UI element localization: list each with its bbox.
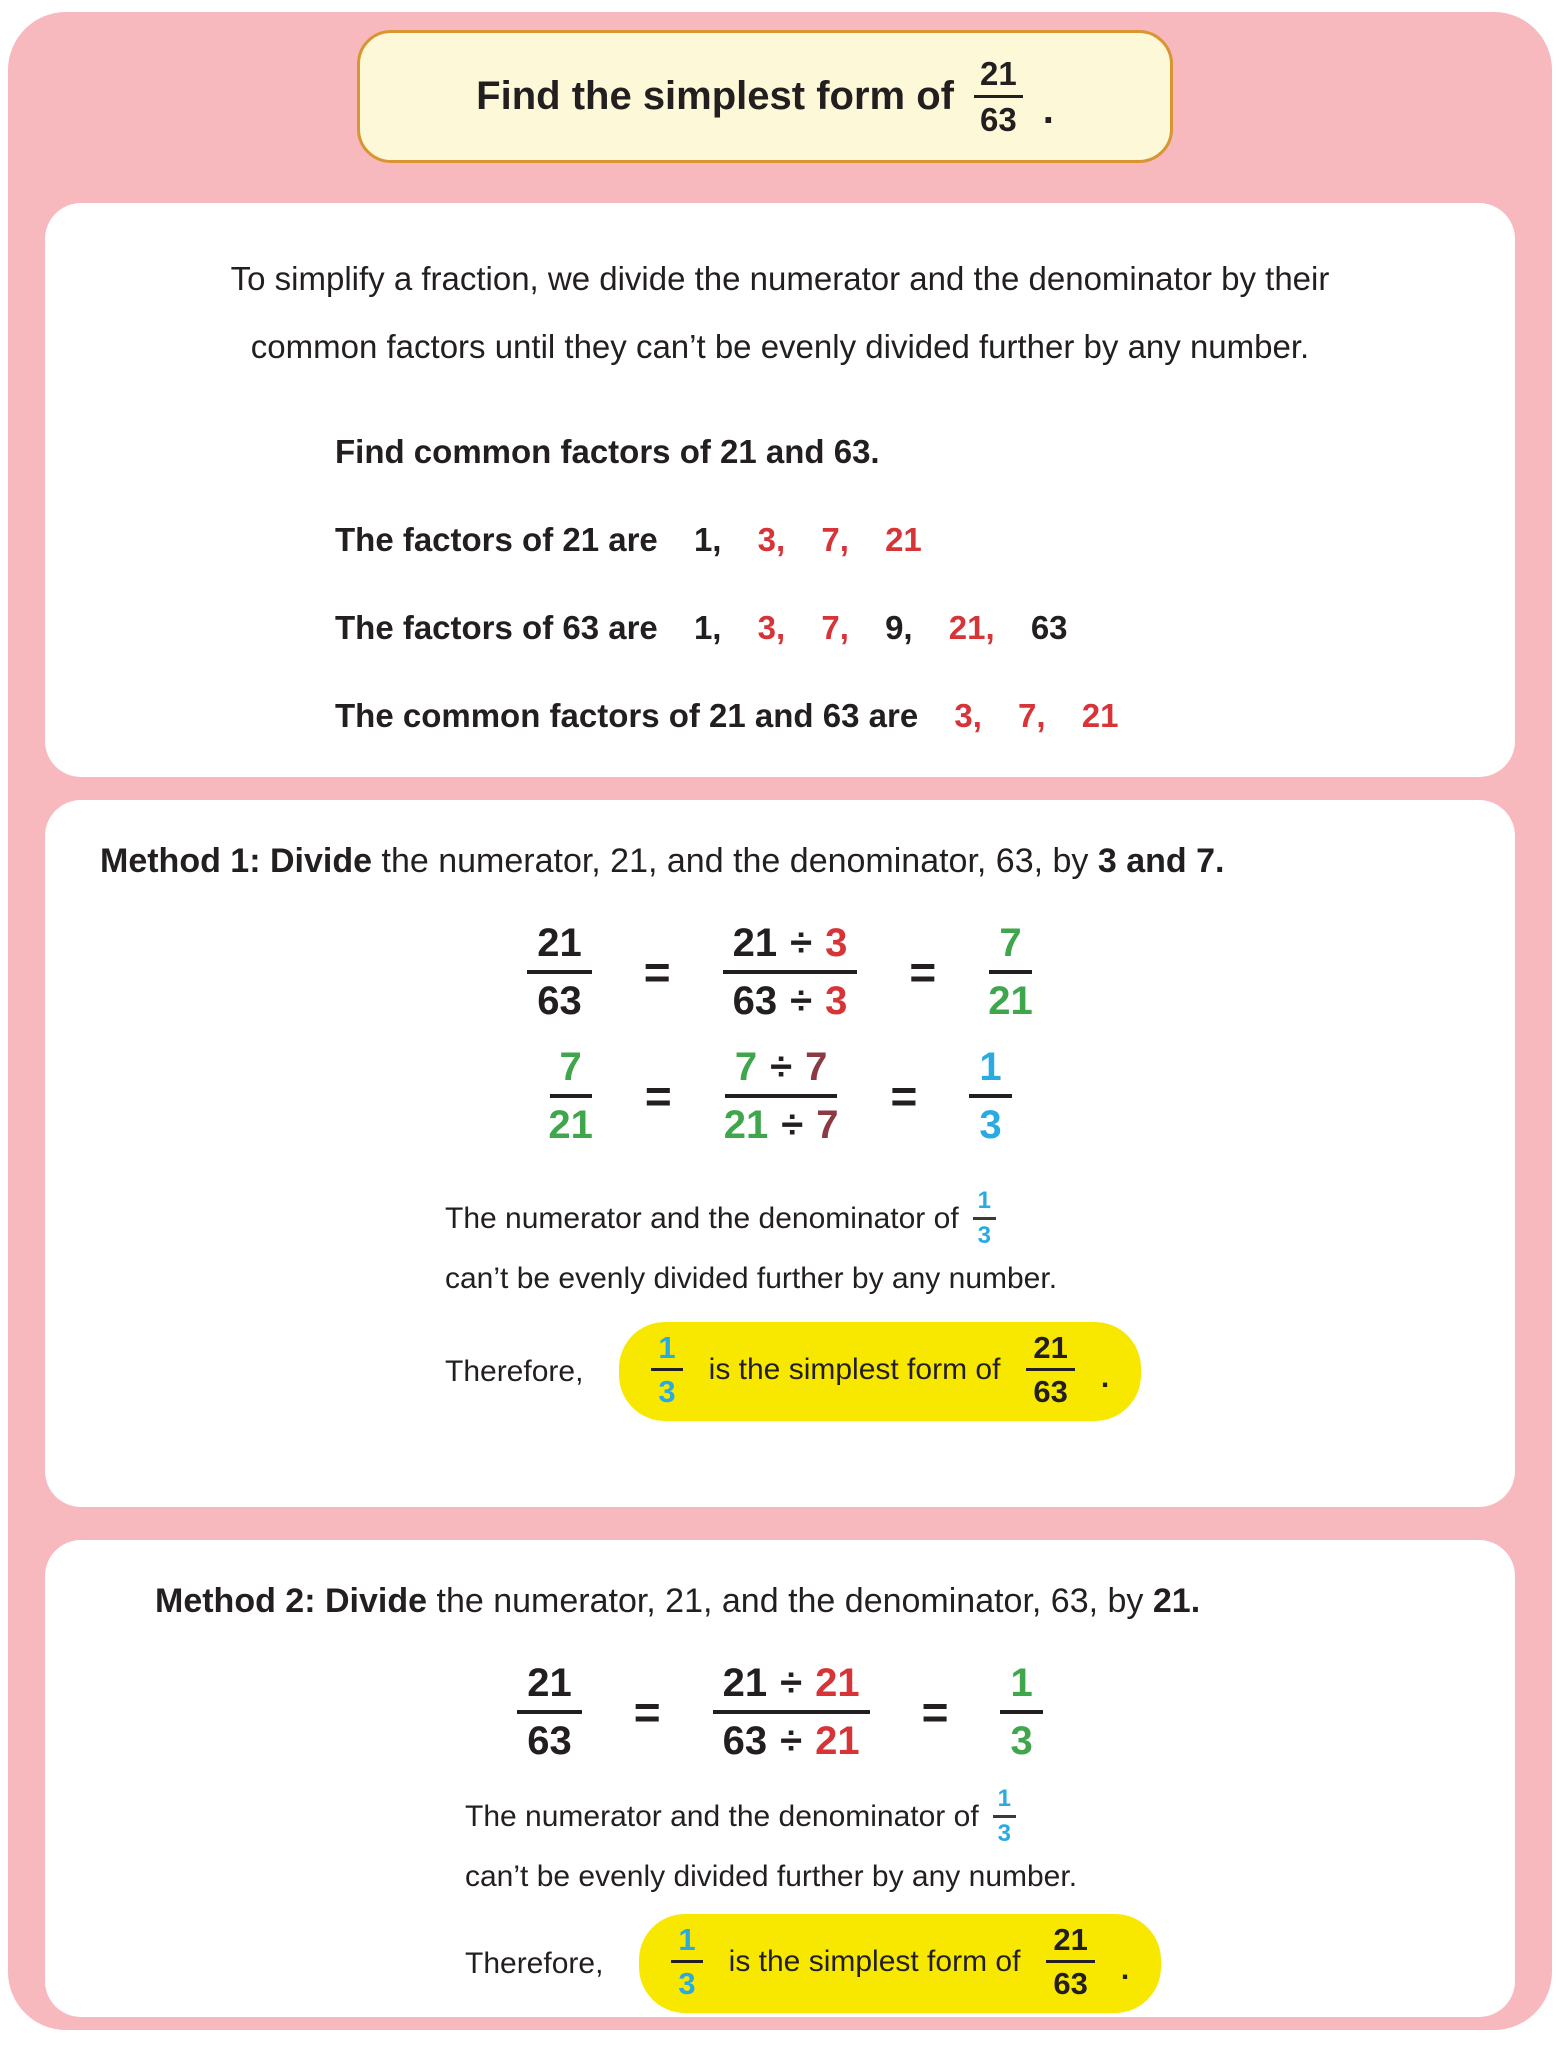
period: . xyxy=(1042,88,1054,132)
method1-note xyxy=(445,1189,1515,1296)
equals-sign: = xyxy=(633,1686,661,1738)
find-common-factors-line: Find common factors of 21 and 63. xyxy=(335,433,880,470)
answer-text: is the simplest form of xyxy=(708,1352,1001,1386)
method2-conclusion xyxy=(465,1914,1515,2013)
method2-heading-text: the numerator, 21, and the denominator, 63, by xyxy=(436,1582,1144,1620)
divide-sign: ÷ xyxy=(781,1103,804,1147)
note-line-2: can’t be evenly divided further by any number. xyxy=(445,1262,1058,1295)
factor-value: 7, xyxy=(1018,697,1046,734)
factors-21-label: The factors of 21 are xyxy=(335,521,658,558)
pink-background xyxy=(8,12,1552,2030)
fraction-divided-by-3: 21 ÷ 3 63 ÷ 3 xyxy=(723,923,858,1021)
factor-value: 1, xyxy=(693,609,722,646)
method1-equation-row2 xyxy=(45,1047,1515,1145)
method1-divisors: 3 and 7. xyxy=(1097,842,1225,880)
fraction-1-3: $\frac{1}{3}$ xyxy=(1000,1663,1042,1761)
method1-heading xyxy=(100,842,1515,881)
therefore-label: Therefore, xyxy=(445,1354,584,1388)
fraction-1-3: $\frac{1}{3}$ xyxy=(993,1787,1016,1846)
method2-verb: Divide xyxy=(325,1582,428,1620)
divide-sign: ÷ xyxy=(790,979,813,1023)
note-line-2: can’t be evenly divided further by any number. xyxy=(465,1860,1078,1893)
method2-divisor: 21. xyxy=(1152,1582,1201,1620)
factor-value: 3, xyxy=(757,521,786,558)
fraction-7-21: $\frac{7}{21}$ xyxy=(548,1045,593,1147)
fraction-1-3: $\frac{1}{3}$ xyxy=(651,1332,682,1407)
intro-line-2: common factors until they can’t be evenly divided further by any number. xyxy=(250,328,1310,365)
method1-label: Method 1: xyxy=(100,842,261,880)
equals-sign: = xyxy=(909,946,937,998)
intro-card xyxy=(45,203,1515,777)
period: . xyxy=(1120,1952,1130,1986)
method1-verb: Divide xyxy=(270,842,373,880)
divisor: 21 xyxy=(815,1719,860,1763)
divisor: 7 xyxy=(816,1103,839,1147)
fraction-21-63: $\frac{21}{63}$ xyxy=(1026,1332,1074,1407)
factors-of-21-line xyxy=(335,521,1515,559)
fraction-divided-by-21: 21 ÷ 21 63 ÷ 21 xyxy=(713,1663,870,1761)
fraction-1-3: $\frac{1}{3}$ xyxy=(973,1189,996,1248)
method2-heading xyxy=(155,1582,1515,1621)
divisor: 3 xyxy=(825,979,848,1023)
fraction-1-3: $\frac{1}{3}$ xyxy=(969,1047,1011,1145)
factors-block xyxy=(335,433,1515,735)
divisor: 7 xyxy=(805,1045,828,1089)
answer-text: is the simplest form of xyxy=(728,1944,1021,1978)
divisor: 3 xyxy=(825,921,848,965)
factor-value: 7, xyxy=(821,521,849,558)
factor-value: 21 xyxy=(1081,697,1119,734)
factor-value: 21 xyxy=(885,521,922,558)
method2-label: Method 2: xyxy=(155,1582,316,1620)
problem-text: Find the simplest form of xyxy=(476,74,954,118)
factor-value: 3, xyxy=(757,609,786,646)
method1-equation-row1 xyxy=(45,923,1515,1021)
fraction-21-63 xyxy=(974,57,1023,136)
factor-value: 21, xyxy=(948,609,995,646)
method2-card xyxy=(45,1540,1515,2017)
fraction-1-3: $\frac{1}{3}$ xyxy=(671,1924,702,1999)
answer-highlight xyxy=(639,1914,1161,2013)
method1-card xyxy=(45,800,1515,1507)
problem-statement-card xyxy=(357,30,1173,163)
divide-sign: ÷ xyxy=(790,921,813,965)
answer-highlight xyxy=(619,1322,1141,1421)
common-factors-label: The common factors of 21 and 63 are xyxy=(335,697,919,734)
method2-equation-row xyxy=(45,1663,1515,1761)
factor-value: 9, xyxy=(885,609,913,646)
equals-sign: = xyxy=(643,946,671,998)
note-line-1: The numerator and the denominator of $\frac{1}{3}$ xyxy=(465,1787,1515,1846)
factor-value: 3, xyxy=(954,697,982,734)
equals-sign: = xyxy=(921,1686,949,1738)
method2-note xyxy=(465,1787,1515,1894)
method1-heading-text: the numerator, 21, and the denominator, 63, by xyxy=(381,842,1089,880)
factor-value: 1, xyxy=(693,521,722,558)
divide-sign: ÷ xyxy=(770,1045,793,1089)
equals-sign: = xyxy=(644,1070,672,1122)
period: . xyxy=(1100,1360,1110,1394)
divisor: 21 xyxy=(815,1661,860,1705)
factors-of-63-line xyxy=(335,609,1515,647)
divide-sign: ÷ xyxy=(780,1661,803,1705)
equals-sign: = xyxy=(890,1070,918,1122)
fraction-denominator: 63 xyxy=(979,101,1017,138)
fraction-numerator: 21 xyxy=(974,57,1023,98)
intro-paragraph xyxy=(45,245,1515,381)
fraction-21-63: $\frac{21}{63}$ xyxy=(1046,1924,1094,1999)
common-factors-line xyxy=(335,697,1515,735)
factor-value: 7, xyxy=(821,609,849,646)
therefore-label: Therefore, xyxy=(465,1946,604,1980)
note-line-1: The numerator and the denominator of $\frac{1}{3}$ xyxy=(445,1189,1515,1248)
method1-conclusion xyxy=(445,1322,1515,1421)
factor-value: 63 xyxy=(1030,609,1068,646)
fraction-7-21: $\frac{7}{21}$ xyxy=(988,921,1033,1023)
factors-63-label: The factors of 63 are xyxy=(335,609,658,646)
fraction-21-63: $\frac{21}{63}$ xyxy=(517,1663,582,1761)
divide-sign: ÷ xyxy=(780,1719,803,1763)
intro-line-1: To simplify a fraction, we divide the numerator and the denominator by their xyxy=(230,260,1330,297)
fraction-divided-by-7: 7 ÷ 7 21 ÷ 7 xyxy=(723,1045,839,1147)
fraction-21-63: $\frac{21}{63}$ xyxy=(527,923,592,1021)
